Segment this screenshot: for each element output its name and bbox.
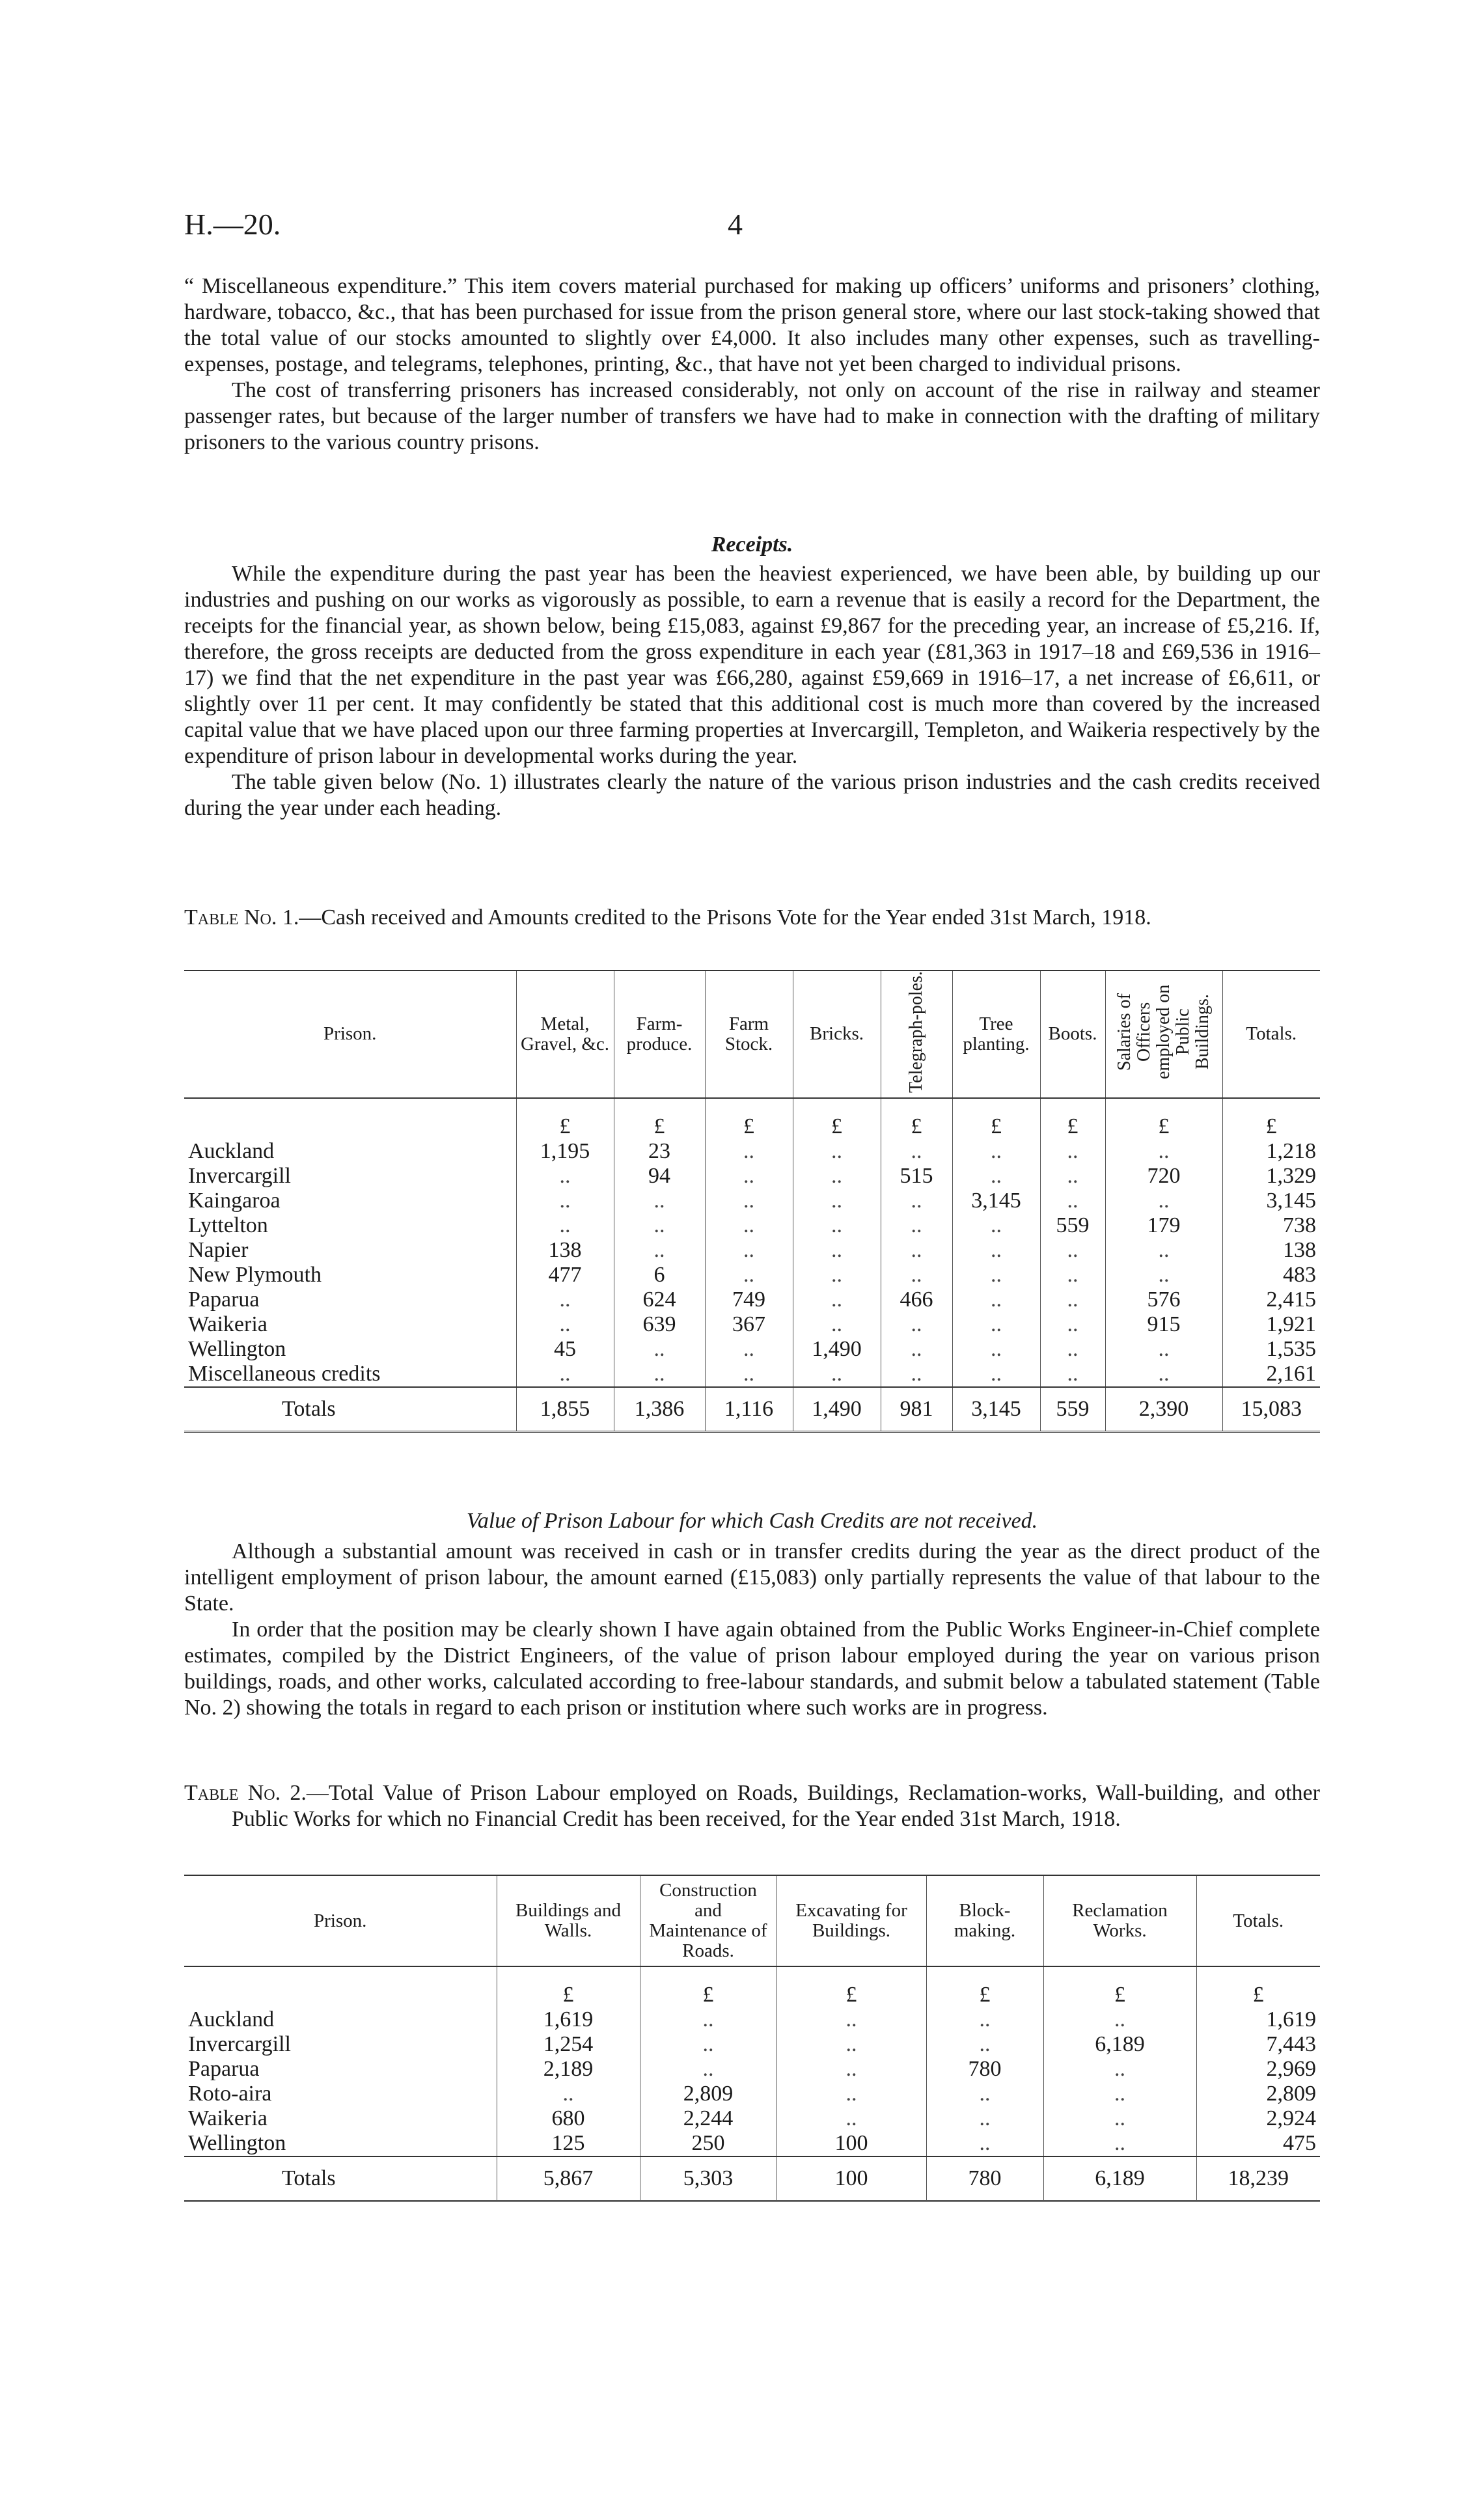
table1-cell: .. (881, 1213, 952, 1238)
table2-cell: 250 (640, 2131, 776, 2156)
paragraph-receipts: While the expenditure during the past year has been the heaviest experienced, we have been able, by building up our industries and pushing on our works as vigorously as possible, to earn a revenue that is easily a record for the Department, the receipts for the financial year, as shown below, being £15,083, against £9,867 for the preceding year, an increase of £5,216. If, therefore, the gross receipts are deducted from the gross expenditure in each year (£81,363 in 1917–18 and £69,536 in 1916–17) we find that the net expenditure in the past year was £66,280, against £59,669 in 1916–17, a net increase of £6,611, or slightly over 11 per cent. It may confidently be stated that this additional cost is much more than covered by the increased capital value that we have placed upon our three farming properties at Invercargill, Templeton, and Waikeria respectively by the expenditure of prison labour in developmental works during the year. (184, 562, 1320, 768)
table1-unit-cell: £ (1105, 1098, 1222, 1139)
table1-cell: 1,218 (1222, 1139, 1320, 1164)
table2-total-cell: 6,189 (1043, 2156, 1196, 2201)
table1-cell: .. (881, 1312, 952, 1337)
table1-cell: .. (952, 1164, 1040, 1189)
table1-cell: .. (1040, 1312, 1105, 1337)
table2-row (184, 2057, 1320, 2082)
table1-unit-row (184, 1098, 1320, 1139)
table1-total-cell: 1,386 (614, 1387, 705, 1432)
table1-total-cell: 981 (881, 1387, 952, 1432)
table1-cell: .. (793, 1213, 881, 1238)
table2-prison-name: Wellington (188, 2131, 286, 2155)
table1-cell: .. (1105, 1139, 1222, 1164)
table1-prison-name: Paparua (188, 1287, 260, 1312)
table1-cell: 749 (705, 1287, 793, 1312)
table1-cell: .. (614, 1362, 705, 1387)
table1-row (184, 1164, 1320, 1189)
receipts-heading: Receipts. (711, 532, 793, 557)
table2-cell: .. (776, 2082, 926, 2106)
table1-row (184, 1337, 1320, 1362)
table1-cell: .. (793, 1238, 881, 1263)
table2-unit-cell: £ (1043, 1966, 1196, 2007)
table1-row (184, 1189, 1320, 1213)
table2-row (184, 2131, 1320, 2156)
paragraph-misc-expenditure: “ Miscellaneous expenditure.” This item covers material purchased for making up officers’ uniforms and prisoners’ clothing, hardware, tobacco, &c., that has been purchased for issue from the prison general store, where our last stock-taking showed that the total value of our stocks amounted to slightly over £4,000. It also includes many other expenses, such as travelling-expenses, postage, and telegrams, telephones, printing, &c., that have not yet been charged to individual prisons. (184, 274, 1320, 376)
table2-cell: .. (1043, 2057, 1196, 2082)
table1-cell: .. (705, 1189, 793, 1213)
table1-cell: 515 (881, 1164, 952, 1189)
table2-header-roads: Construction and Maintenance of Roads. (640, 1875, 776, 1966)
table1-total-cell: 559 (1040, 1387, 1105, 1432)
table1-cell: .. (705, 1164, 793, 1189)
table1-unit-cell: £ (952, 1098, 1040, 1139)
table1-totals-label: Totals (184, 1387, 516, 1432)
table1-totals-row (184, 1387, 1320, 1432)
table2-cell: 2,969 (1196, 2057, 1320, 2082)
table1-cell: .. (1105, 1189, 1222, 1213)
table1-cell: .. (516, 1189, 614, 1213)
table1-total-cell: 1,116 (705, 1387, 793, 1432)
table1-cell: .. (793, 1189, 881, 1213)
table2-unit-row (184, 1966, 1320, 2007)
table2-cell: 6,189 (1043, 2032, 1196, 2057)
table2-cell: 1,254 (497, 2032, 640, 2057)
table2-cell: 2,189 (497, 2057, 640, 2082)
table2-caption (184, 1780, 1320, 1832)
table1-cell: 576 (1105, 1287, 1222, 1312)
table2-total-cell: 5,303 (640, 2156, 776, 2201)
table1-cell: .. (705, 1139, 793, 1164)
table2-cell: .. (776, 2032, 926, 2057)
table1-prison-name: Invercargill (188, 1163, 291, 1188)
labour-value-heading: Value of Prison Labour for which Cash Credits are not received. (466, 1509, 1038, 1533)
table2-prison-name: Waikeria (188, 2106, 268, 2130)
table2-total-cell: 18,239 (1196, 2156, 1320, 2201)
table2-cell: 780 (926, 2057, 1043, 2082)
table1-caption (184, 905, 1320, 931)
table1-cell: 466 (881, 1287, 952, 1312)
table2-unit-cell: £ (776, 1966, 926, 2007)
table1-prison-name: Kaingaroa (188, 1188, 281, 1213)
table2-prison-name: Paparua (188, 2057, 260, 2081)
table1-cell: 720 (1105, 1164, 1222, 1189)
table2-cell: .. (926, 2007, 1043, 2032)
table1-cell: .. (1040, 1139, 1105, 1164)
receipts-text (184, 561, 1320, 821)
labour-value-text (184, 1539, 1320, 1721)
table1-cell: .. (1105, 1362, 1222, 1387)
table2-row (184, 2106, 1320, 2131)
table1-cell: .. (881, 1362, 952, 1387)
table1-cell: .. (881, 1238, 952, 1263)
table1-unit-cell: £ (1222, 1098, 1320, 1139)
table2-cell: 2,809 (640, 2082, 776, 2106)
table2-cell: 7,443 (1196, 2032, 1320, 2057)
table2-header-excavating: Excavating for Buildings. (776, 1875, 926, 1966)
table2-cell: 1,619 (497, 2007, 640, 2032)
table1-cell: 138 (516, 1238, 614, 1263)
table1-cell: .. (516, 1164, 614, 1189)
table1-prison-name: Wellington (188, 1336, 286, 1361)
table1-cell: 2,161 (1222, 1362, 1320, 1387)
report-reference: H.—20. (184, 208, 281, 241)
table1-header-salaries (1105, 971, 1222, 1098)
table1-cell: .. (705, 1362, 793, 1387)
table2-row (184, 2082, 1320, 2106)
table2-cell: .. (776, 2106, 926, 2131)
table1-total-cell: 3,145 (952, 1387, 1040, 1432)
table2-label: Table No. 2. (184, 1781, 307, 1805)
table1-prison-name: Miscellaneous credits (188, 1361, 381, 1386)
labour-value-table (184, 1875, 1320, 2202)
table1-prison-name: Auckland (188, 1138, 275, 1163)
table1-prison-name: Napier (188, 1237, 249, 1262)
table1-row (184, 1362, 1320, 1387)
table1-header-salaries-text: Salaries of Officers employed on Public Buildings. (1114, 984, 1213, 1080)
table2-cell: .. (1043, 2007, 1196, 2032)
table2-cell: .. (640, 2057, 776, 2082)
table1-title: —Cash received and Amounts credited to the Prisons Vote for the Year ended 31st March, 1918. (299, 905, 1151, 929)
table2-cell: 680 (497, 2106, 640, 2131)
table1-cell: .. (793, 1362, 881, 1387)
table2-cell: .. (926, 2131, 1043, 2156)
paragraph-estimates: In order that the position may be clearly shown I have again obtained from the Public Works Engineer-in-Chief complete estimates, compiled by the District Engineers, of the value of prison labour employed during the year on various prison buildings, roads, and other works, calculated according to free-labour standards, and submit below a tabulated statement (Table No. 2) showing the totals in regard to each prison or institution where such works are in progress. (184, 1618, 1320, 1720)
table1-cell: 639 (614, 1312, 705, 1337)
table1-cell: 1,329 (1222, 1164, 1320, 1189)
table1-cell: .. (952, 1362, 1040, 1387)
table1-cell: .. (705, 1337, 793, 1362)
table1-cell: .. (881, 1189, 952, 1213)
table2-unit-cell: £ (497, 1966, 640, 2007)
table2-cell: .. (776, 2007, 926, 2032)
table1-cell: 1,195 (516, 1139, 614, 1164)
table1-cell: 3,145 (952, 1189, 1040, 1213)
table2-cell: .. (926, 2082, 1043, 2106)
table2-cell: .. (926, 2106, 1043, 2131)
table1-header-farm-produce: Farm-produce. (614, 971, 705, 1098)
table1-row (184, 1263, 1320, 1287)
table2-total-cell: 100 (776, 2156, 926, 2201)
table2-cell: 2,244 (640, 2106, 776, 2131)
table2-unit-cell: £ (640, 1966, 776, 2007)
table1-cell: 138 (1222, 1238, 1320, 1263)
table1-cell: .. (614, 1213, 705, 1238)
table1-cell: 179 (1105, 1213, 1222, 1238)
table2-cell: 2,809 (1196, 2082, 1320, 2106)
table2-totals-label: Totals (184, 2156, 497, 2201)
table2-header-prison: Prison. (184, 1875, 497, 1966)
paragraph-transfer-cost: The cost of transferring prisoners has increased considerably, not only on account of the rise in railway and steamer passenger rates, but because of the larger number of transfers we have had to make in connection with the drafting of military prisoners to the various country prisons. (184, 378, 1320, 454)
table1-cell: .. (793, 1287, 881, 1312)
table1-header-tree: Tree planting. (952, 971, 1040, 1098)
table1-unit-cell: £ (881, 1098, 952, 1139)
table2-cell: .. (1043, 2106, 1196, 2131)
table1-cell: .. (952, 1312, 1040, 1337)
table1-header-row (184, 971, 1320, 1098)
paragraph-partial-value: Although a substantial amount was received in cash or in transfer credits during the year as the direct product of the intelligent employment of prison labour, the amount earned (£15,083) only partially represents the value of that labour to the State. (184, 1539, 1320, 1616)
paragraph-table-intro: The table given below (No. 1) illustrates clearly the nature of the various prison industries and the cash credits received during the year under each heading. (184, 770, 1320, 820)
table2-cell: .. (776, 2057, 926, 2082)
table1-total-cell: 2,390 (1105, 1387, 1222, 1432)
table1-total-cell: 15,083 (1222, 1387, 1320, 1432)
table1-cell: 483 (1222, 1263, 1320, 1287)
table1-cell: 477 (516, 1263, 614, 1287)
table2-cell: 100 (776, 2131, 926, 2156)
table1-cell: .. (516, 1287, 614, 1312)
table1-cell: 2,415 (1222, 1287, 1320, 1312)
table1-cell: .. (793, 1263, 881, 1287)
table1-cell: .. (614, 1189, 705, 1213)
table1-cell: .. (793, 1139, 881, 1164)
table1-cell: 1,535 (1222, 1337, 1320, 1362)
table1-row (184, 1287, 1320, 1312)
table1-header-prison: Prison. (184, 971, 516, 1098)
table2-cell: 475 (1196, 2131, 1320, 2156)
table1-row (184, 1238, 1320, 1263)
table1-cell: .. (1040, 1263, 1105, 1287)
table1-header-totals: Totals. (1222, 971, 1320, 1098)
intro-text (184, 273, 1320, 456)
table1-cell: .. (705, 1238, 793, 1263)
table2-prison-name: Roto-aira (188, 2082, 272, 2106)
table2-totals-row (184, 2156, 1320, 2201)
table1-header-telegraph-text: Telegraph-poles. (906, 971, 926, 1093)
table1-header-bricks: Bricks. (793, 971, 881, 1098)
table1-unit-cell (184, 1098, 516, 1139)
table1-unit-cell: £ (793, 1098, 881, 1139)
table2-cell: 2,924 (1196, 2106, 1320, 2131)
table1-cell: .. (1105, 1337, 1222, 1362)
table2-prison-name: Invercargill (188, 2032, 291, 2056)
table1-cell: .. (952, 1337, 1040, 1362)
table2-cell: .. (640, 2032, 776, 2057)
table1-cell: .. (1040, 1164, 1105, 1189)
table1-cell: .. (793, 1312, 881, 1337)
table1-unit-cell: £ (705, 1098, 793, 1139)
table1-unit-cell: £ (516, 1098, 614, 1139)
table1-cell: .. (1040, 1238, 1105, 1263)
table2-title: —Total Value of Prison Labour employed on Roads, Buildings, Reclamation-works, Wall-building, and other Public Works for which no Financial Credit has been received, for the Year ended 31st March, 1918. (232, 1781, 1320, 1831)
table1-header-farm-stock: Farm Stock. (705, 971, 793, 1098)
table1-cell: 367 (705, 1312, 793, 1337)
table1-prison-name: Lyttelton (188, 1213, 268, 1237)
table1-cell: 559 (1040, 1213, 1105, 1238)
table2-prison-name: Auckland (188, 2007, 275, 2031)
table1-cell: .. (952, 1238, 1040, 1263)
table2-cell: .. (1043, 2131, 1196, 2156)
table1-cell: .. (1040, 1337, 1105, 1362)
cash-receipts-table (184, 970, 1320, 1433)
table1-cell: .. (1040, 1362, 1105, 1387)
table1-header-boots: Boots. (1040, 971, 1105, 1098)
table1-label: Table No. 1. (184, 905, 299, 929)
table1-cell: .. (705, 1263, 793, 1287)
table1-row (184, 1139, 1320, 1164)
table1-cell: .. (516, 1312, 614, 1337)
table2-cell: .. (497, 2082, 640, 2106)
page-number: 4 (728, 208, 743, 241)
table2-header-reclamation: Reclamation Works. (1043, 1875, 1196, 1966)
table1-cell: 1,490 (793, 1337, 881, 1362)
table1-cell: .. (793, 1164, 881, 1189)
table2-header-row (184, 1875, 1320, 1966)
table1-cell: 94 (614, 1164, 705, 1189)
table2-total-cell: 780 (926, 2156, 1043, 2201)
table2-row (184, 2032, 1320, 2057)
table1-cell: .. (516, 1362, 614, 1387)
table2-unit-cell: £ (1196, 1966, 1320, 2007)
table2-header-buildings: Buildings and Walls. (497, 1875, 640, 1966)
table1-cell: .. (1040, 1287, 1105, 1312)
table2-total-cell: 5,867 (497, 2156, 640, 2201)
table1-cell: 6 (614, 1263, 705, 1287)
table1-cell: 915 (1105, 1312, 1222, 1337)
table1-total-cell: 1,490 (793, 1387, 881, 1432)
table1-row (184, 1213, 1320, 1238)
table1-header-metal: Metal, Gravel, &c. (516, 971, 614, 1098)
table2-header-totals: Totals. (1196, 1875, 1320, 1966)
table1-cell: .. (952, 1263, 1040, 1287)
table1-cell: .. (952, 1139, 1040, 1164)
table2-cell: .. (1043, 2082, 1196, 2106)
table2-unit-cell (184, 1966, 497, 2007)
table2-cell: .. (640, 2007, 776, 2032)
table1-header-telegraph (881, 971, 952, 1098)
table1-prison-name: Waikeria (188, 1312, 268, 1336)
table1-cell: .. (1040, 1189, 1105, 1213)
table2-unit-cell: £ (926, 1966, 1043, 2007)
table1-cell: .. (952, 1287, 1040, 1312)
table1-prison-name: New Plymouth (188, 1262, 322, 1287)
table1-cell: .. (614, 1337, 705, 1362)
table1-cell: 3,145 (1222, 1189, 1320, 1213)
table2-cell: 1,619 (1196, 2007, 1320, 2032)
table2-cell: 125 (497, 2131, 640, 2156)
table1-cell: 738 (1222, 1213, 1320, 1238)
table1-total-cell: 1,855 (516, 1387, 614, 1432)
table1-cell: 23 (614, 1139, 705, 1164)
table1-cell: .. (1105, 1238, 1222, 1263)
table1-cell: .. (881, 1337, 952, 1362)
table2-row (184, 2007, 1320, 2032)
table1-cell: 1,921 (1222, 1312, 1320, 1337)
table2-header-block-making: Block-making. (926, 1875, 1043, 1966)
table1-cell: .. (1105, 1263, 1222, 1287)
table1-unit-cell: £ (1040, 1098, 1105, 1139)
table1-cell: .. (705, 1213, 793, 1238)
table2-cell: .. (926, 2032, 1043, 2057)
table1-cell: .. (614, 1238, 705, 1263)
table1-cell: .. (881, 1263, 952, 1287)
table1-cell: 45 (516, 1337, 614, 1362)
table1-unit-cell: £ (614, 1098, 705, 1139)
table1-cell: 624 (614, 1287, 705, 1312)
table1-cell: .. (516, 1213, 614, 1238)
table1-cell: .. (881, 1139, 952, 1164)
table1-row (184, 1312, 1320, 1337)
table1-cell: .. (952, 1213, 1040, 1238)
